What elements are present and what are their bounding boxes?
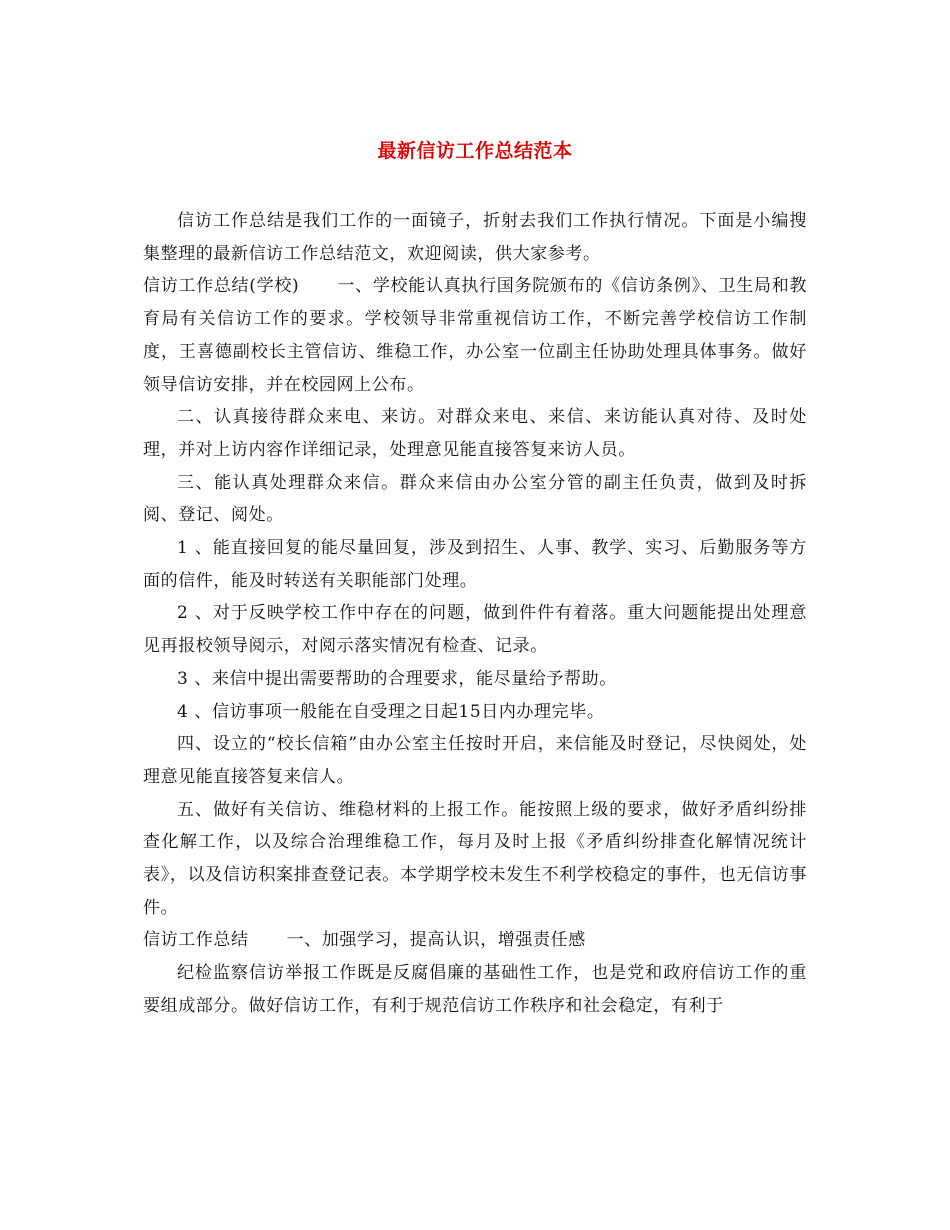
- paragraph-item-4: 四、设立的“校长信箱”由办公室主任按时开启，来信能及时登记，尽快阅处，处理意见能直接答复来信人。: [143, 734, 807, 787]
- paragraph-subitem-1: 1 、能直接回复的能尽量回复，涉及到招生、人事、教学、实习、后勤服务等方面的信件，能及时转送有关职能部门处理。: [143, 538, 807, 591]
- section1-heading: 信访工作总结(学校): [143, 276, 300, 297]
- paragraph-subitem-2: 2 、对于反映学校工作中存在的问题，做到件件有着落。重大问题能提出处理意见再报校领导阅示，对阅示落实情况有检查、记录。: [143, 603, 807, 657]
- section2-heading: 信访工作总结: [143, 930, 249, 951]
- paragraph-item-3: 三、能认真处理群众来信。群众来信由办公室分管的副主任负责，做到及时拆阅、登记、阅处。: [143, 472, 807, 526]
- document-body: [143, 205, 807, 1023]
- document-title: 最新信访工作总结范本: [377, 140, 573, 162]
- section2-body-paragraph: 纪检监察信访举报工作既是反腐倡廉的基础性工作，也是党和政府信访工作的重要组成部分。做好信访工作，有利于规范信访工作秩序和社会稳定，有利于: [143, 963, 807, 1016]
- section1-first-item: 一、学校能认真执行国务院颁布的《信访条例》、卫生局和教育局有关信访工作的要求。学校领导非常重视信访工作，不断完善学校信访工作制度，王喜德副校长主管信访、维稳工作，办公室一位副主任协助处理具体事务。做好领导信访安排，并在校园网上公布。: [143, 276, 808, 395]
- paragraph-item-5: 五、做好有关信访、维稳材料的上报工作。能按照上级的要求，做好矛盾纠纷排查化解工作，以及综合治理维稳工作，每月及时上报《矛盾纠纷排查化解情况统计表》，以及信访积案排查登记表。本学期学校未发生不利学校稳定的事件，也无信访事件。: [143, 799, 807, 918]
- section2-paragraph: [143, 924, 807, 957]
- paragraph-subitem-3: 3 、来信中提出需要帮助的合理要求，能尽量给予帮助。: [177, 668, 617, 689]
- section1-paragraph: [143, 270, 807, 401]
- section2-first-item: 一、加强学习，提高认识，增强责任感: [286, 930, 586, 951]
- paragraph-subitem-4: 4 、信访事项一般能在自受理之日起15日内办理完毕。: [177, 701, 605, 722]
- intro-paragraph: 信访工作总结是我们工作的一面镜子，折射去我们工作执行情况。下面是小编搜集整理的最新信访工作总结范文，欢迎阅读，供大家参考。: [143, 211, 807, 264]
- paragraph-item-2: 二、认真接待群众来电、来访。对群众来电、来信、来访能认真对待、及时处理，并对上访内容作详细记录，处理意见能直接答复来访人员。: [143, 407, 807, 460]
